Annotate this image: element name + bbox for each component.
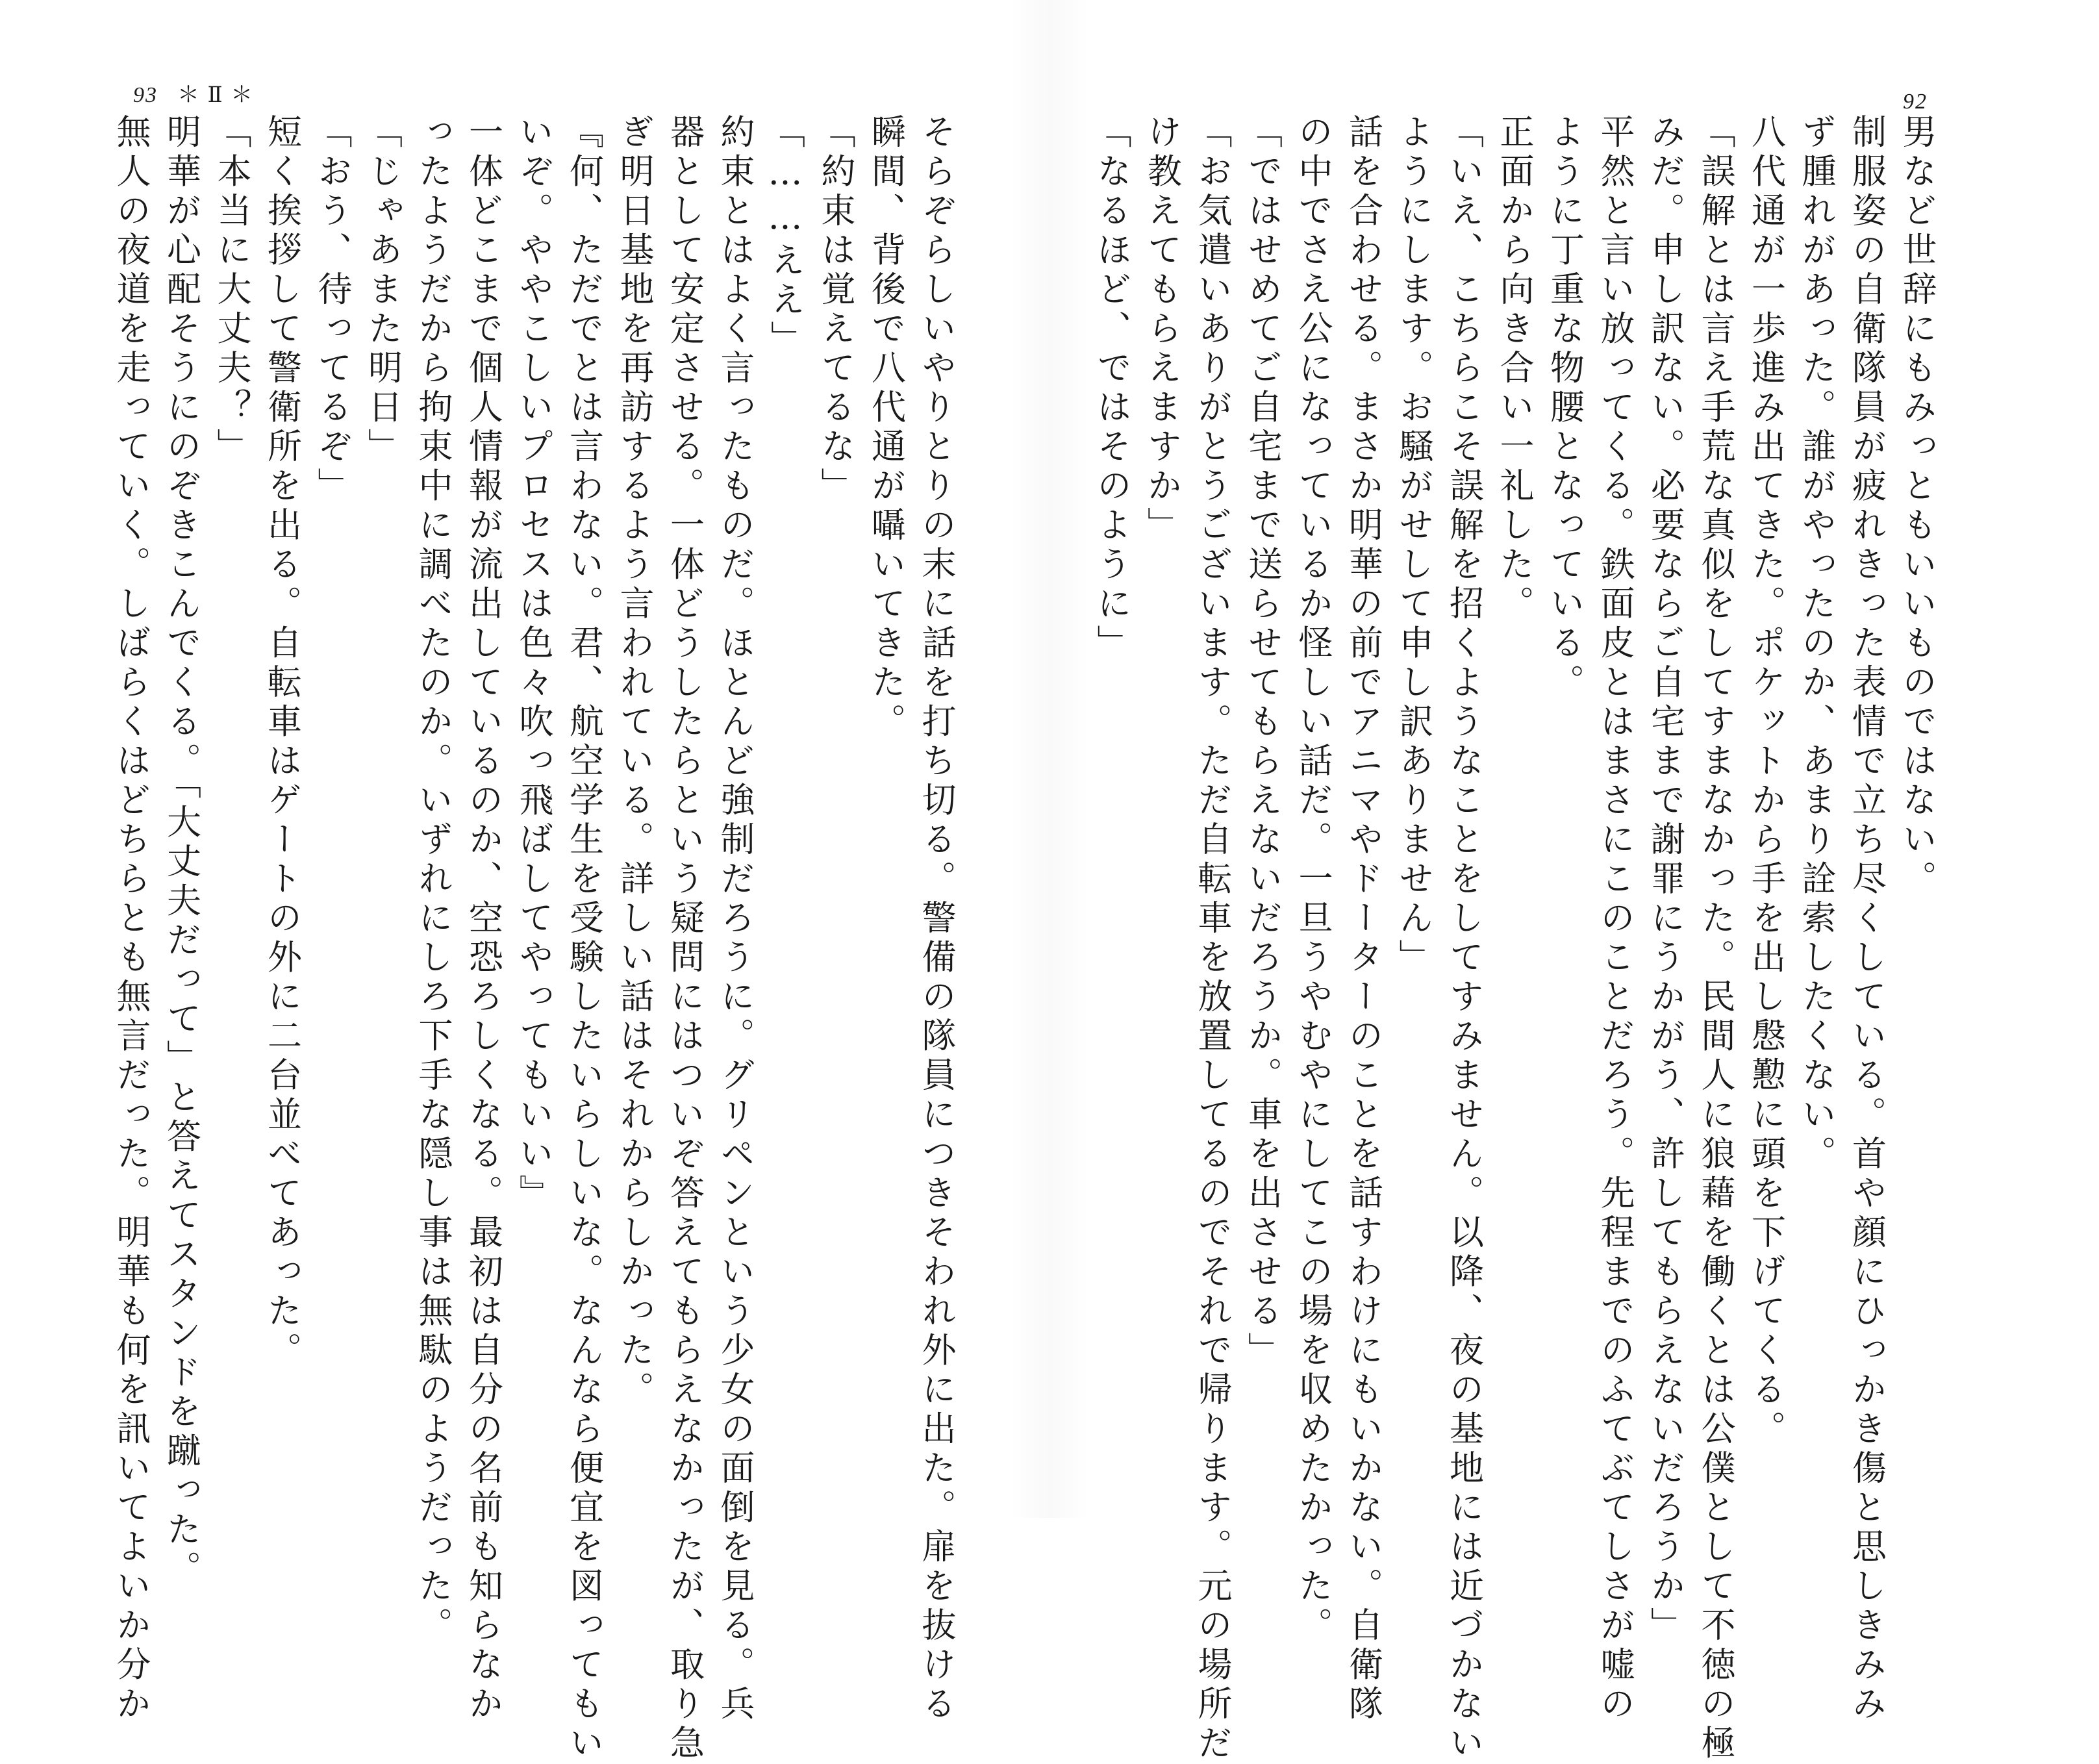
text-line: 「おう、待ってるぞ」: [312, 114, 352, 507]
text-line: 制服姿の自衛隊員が疲れきった表情で立ち尽くしている。首や顔にひっかき傷と思しきみみ: [1846, 114, 1887, 1725]
text-line: いぞ。ややこしいプロセスは色々吹っ飛ばしてやってもいい』: [514, 114, 553, 1214]
right-page-number: 92: [1903, 90, 1928, 114]
text-line: 「本当に大丈夫？」: [212, 114, 251, 468]
text-line: ぎ明日基地を再訪するよう言われている。詳しい話はそれからしかった。: [614, 114, 654, 1411]
text-line: の中でさえ公になっているか怪しい話だ。一旦うやむやにしてこの場を収めたかった。: [1293, 114, 1333, 1646]
chapter-mark: ＊ Ⅱ ＊: [177, 83, 255, 107]
text-line: 「誤解とは言え手荒な真似をしてすまなかった。民間人に狼藉を働くとは公僕として不徳の極: [1696, 114, 1735, 1764]
text-line: 平然と言い放ってくる。鉄面皮とはまさにこのことだろう。先程までのふてぶてしさが嘘の: [1595, 114, 1635, 1725]
left-page-folio: [133, 77, 254, 108]
left-page-number: 93: [133, 83, 158, 107]
text-line: ず腫れがあった。誰がやったのか、あまり詮索したくない。: [1796, 114, 1836, 1175]
text-line: 「ではせめてご自宅まで送らせてもらえないだろうか。車を出させる」: [1242, 114, 1283, 1371]
text-line: け教えてもらえますか」: [1142, 114, 1182, 546]
text-line: 「じゃあまた明日」: [362, 114, 403, 468]
text-line: 瞬間、背後で八代通が囁いてきた。: [866, 114, 906, 742]
text-line: 短く挨拶して警衛所を出る。自転車はゲートの外に二台並べてあった。: [262, 114, 302, 1371]
gutter: [1011, 0, 1088, 1518]
text-line: 明華が心配そうにのぞきこんでくる。「大丈夫だって」と答えてスタンドを蹴った。: [161, 114, 201, 1590]
text-line: ったようだから拘束中に調べたのか。いずれにしろ下手な隠し事は無駄のようだった。: [413, 114, 453, 1646]
text-line: 話を合わせる。まさか明華の前でアニマやドーターのことを話すわけにもいかない。自衛隊: [1343, 114, 1383, 1725]
text-line: 男など世辞にもみっともいいものではない。: [1897, 114, 1937, 900]
text-line: 「お気遣いありがとうございます。ただ自転車を放置してるのでそれで帰ります。元の場所だ: [1192, 114, 1232, 1764]
text-line: ように丁重な物腰となっている。: [1544, 114, 1585, 703]
text-line: 一体どこまで個人情報が流出しているのか、空恐ろしくなる。最初は自分の名前も知らなか: [463, 114, 503, 1725]
text-line: 八代通が一歩進み出てきた。ポケットから手を出し慇懃に頭を下げてくる。: [1746, 114, 1786, 1450]
left-page-text: [111, 114, 961, 1764]
text-line: 「約束は覚えてるな」: [816, 114, 855, 507]
text-line: 正面から向き合い一礼した。: [1494, 114, 1534, 625]
text-line: 「なるほど、ではそのように」: [1092, 114, 1131, 664]
text-line: 器として安定させる。一体どうしたらという疑問にはついぞ答えてもらえなかったが、取り急: [664, 114, 705, 1764]
text-line: 約束とはよく言ったものだ。ほとんど強制だろうに。グリペンという少女の面倒を見る。兵: [715, 114, 755, 1725]
text-line: みだ。申し訳ない。必要ならご自宅まで謝罪にうかがう、許してもらえないだろうか」: [1645, 114, 1685, 1646]
text-line: 無人の夜道を走っていく。しばらくはどちらとも無言だった。明華も何を訊いてよいか分か: [111, 114, 151, 1725]
text-line: 「……ええ」: [765, 114, 805, 360]
right-page-text: [1092, 114, 1942, 1764]
text-line: そらぞらしいやりとりの末に話を打ち切る。警備の隊員につきそわれ外に出た。扉を抜ける: [916, 114, 956, 1725]
text-line: 「いえ、こちらこそ誤解を招くようなことをしてすみません。以降、夜の基地には近づかない: [1444, 114, 1484, 1764]
right-page-folio: [1903, 90, 1928, 114]
text-line: 『何、ただでとは言わない。君、航空学生を受験したいらしいな。なんなら便宜を図ってもい: [564, 114, 604, 1764]
text-line: ようにします。お騒がせして申し訳ありません」: [1394, 114, 1433, 978]
